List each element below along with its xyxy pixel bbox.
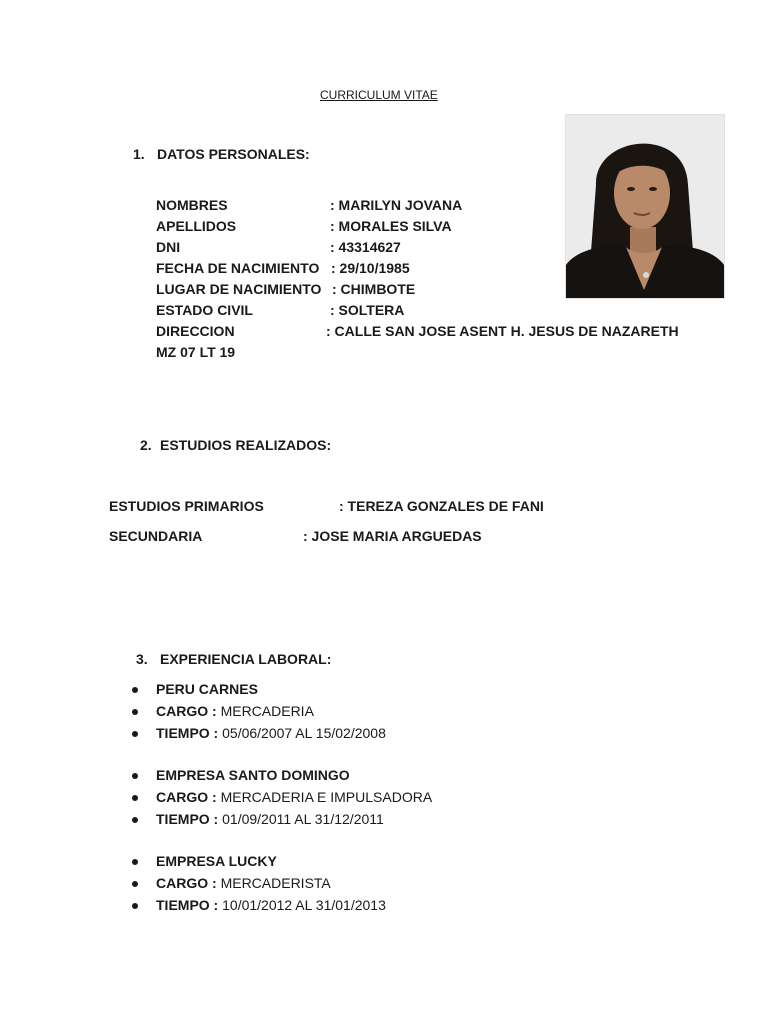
field-value-apellidos: : MORALES SILVA	[330, 218, 452, 234]
field-label-nombres: NOMBRES	[156, 197, 228, 213]
portrait-illustration	[566, 115, 724, 298]
job-tiempo	[156, 724, 386, 742]
bullet-icon	[132, 731, 138, 737]
job-tiempo	[156, 896, 386, 914]
field-label-direccion: DIRECCION	[156, 323, 235, 339]
bullet-icon	[132, 795, 138, 801]
section-1-heading: DATOS PERSONALES:	[157, 146, 310, 162]
section-3-heading: EXPERIENCIA LABORAL:	[160, 651, 332, 667]
section-2-number: 2.	[140, 437, 152, 453]
tiempo-value: 10/01/2012 AL 31/01/2013	[222, 897, 386, 913]
field-value-direccion: : CALLE SAN JOSE ASENT H. JESUS DE NAZARETH	[326, 323, 679, 339]
cargo-value: MERCADERIA	[220, 703, 314, 719]
cargo-value: MERCADERIA E IMPULSADORA	[220, 789, 433, 805]
tiempo-label: TIEMPO :	[156, 725, 219, 741]
field-label-apellidos: APELLIDOS	[156, 218, 237, 234]
job-company: EMPRESA SANTO DOMINGO	[156, 767, 350, 783]
tiempo-value: 01/09/2011 AL 31/12/2011	[222, 811, 384, 827]
section-3-number: 3.	[136, 651, 148, 667]
job-cargo	[156, 788, 432, 806]
bullet-icon	[132, 859, 138, 865]
cargo-label: CARGO :	[156, 875, 217, 891]
field-label-fecha: FECHA DE NACIMIENTO	[156, 260, 320, 276]
address-continuation: MZ 07 LT 19	[156, 344, 236, 360]
job-cargo	[156, 874, 331, 892]
job-company: PERU CARNES	[156, 681, 258, 697]
tiempo-label: TIEMPO :	[156, 897, 219, 913]
bullet-icon	[132, 709, 138, 715]
field-value-estado: : SOLTERA	[330, 302, 405, 318]
bullet-icon	[132, 817, 138, 823]
field-label-dni: DNI	[156, 239, 181, 255]
cargo-value: MERCADERISTA	[220, 875, 331, 891]
section-2-heading: ESTUDIOS REALIZADOS:	[160, 437, 332, 453]
job-tiempo	[156, 810, 384, 828]
field-label-estado: ESTADO CIVIL	[156, 302, 253, 318]
field-value-lugar: : CHIMBOTE	[332, 281, 416, 297]
study-value-primarios: : TEREZA GONZALES DE FANI	[339, 498, 544, 514]
cargo-label: CARGO :	[156, 703, 217, 719]
job-company: EMPRESA LUCKY	[156, 853, 277, 869]
bullet-icon	[132, 687, 138, 693]
study-label-primarios: ESTUDIOS PRIMARIOS	[109, 498, 264, 514]
job-cargo	[156, 702, 314, 720]
tiempo-value: 05/06/2007 AL 15/02/2008	[222, 725, 386, 741]
field-value-dni: : 43314627	[330, 239, 401, 255]
bullet-icon	[132, 903, 138, 909]
bullet-icon	[132, 773, 138, 779]
bullet-icon	[132, 881, 138, 887]
profile-photo	[565, 114, 725, 299]
field-label-lugar: LUGAR DE NACIMIENTO	[156, 281, 322, 297]
field-value-nombres: : MARILYN JOVANA	[330, 197, 463, 213]
document-title: CURRICULUM VITAE	[320, 88, 438, 102]
section-1-number: 1.	[133, 146, 145, 162]
study-label-secundaria: SECUNDARIA	[109, 528, 203, 544]
study-value-secundaria: : JOSE MARIA ARGUEDAS	[303, 528, 482, 544]
tiempo-label: TIEMPO :	[156, 811, 219, 827]
field-value-fecha: : 29/10/1985	[331, 260, 410, 276]
cargo-label: CARGO :	[156, 789, 217, 805]
